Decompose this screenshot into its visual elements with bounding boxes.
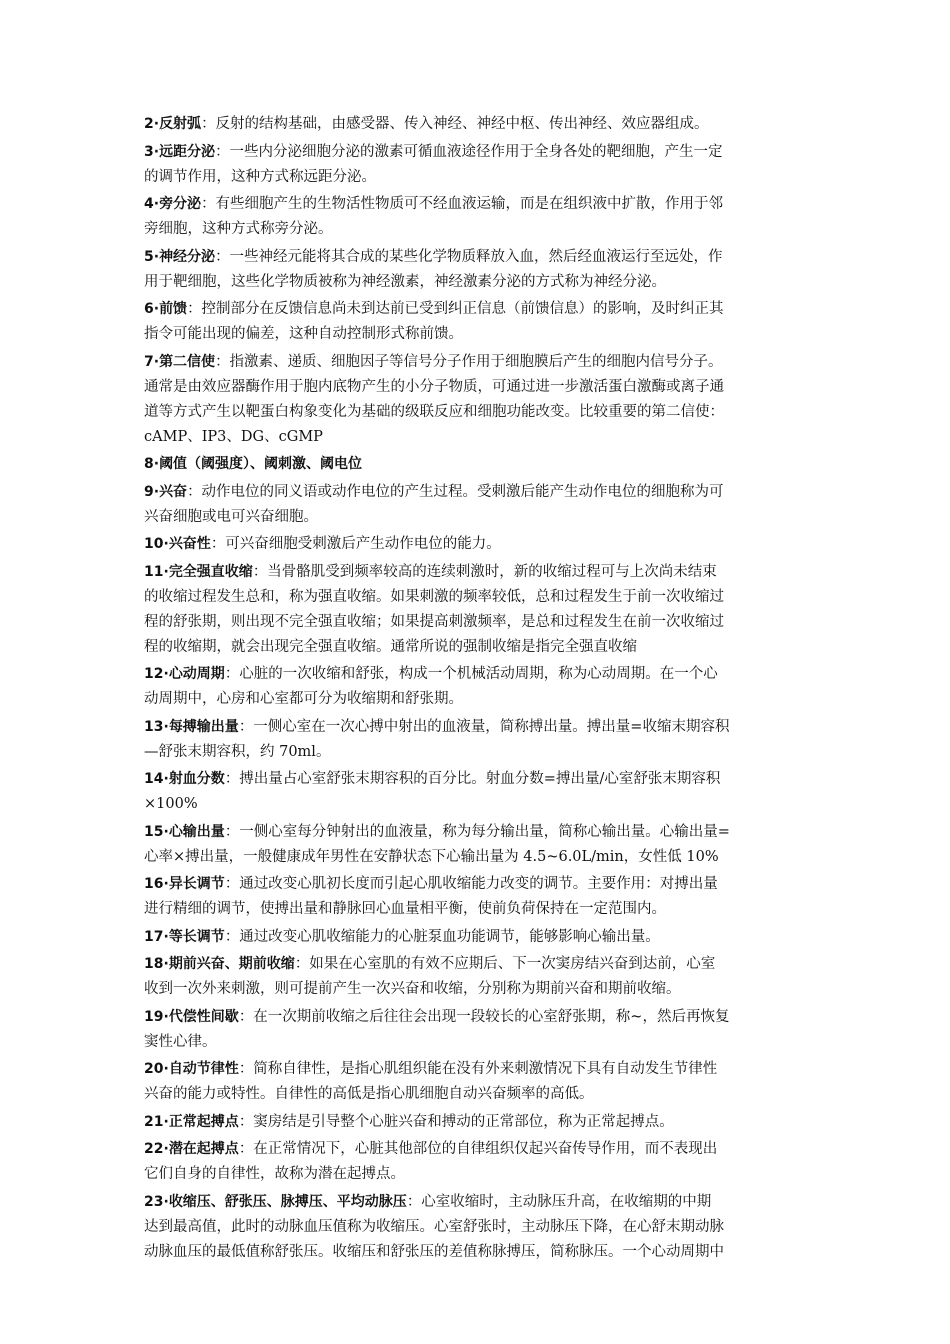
- entry-text: 收到一次外来刺激，则可提前产生一次兴奋和收缩，分别称为期前兴奋和期前收缩。: [144, 981, 681, 997]
- entry-text: 进行精细的调节，使搏出量和静脉回心血量相平衡，使前负荷保持在一定范围内。: [144, 901, 666, 917]
- entry-number: 22·: [144, 1141, 169, 1157]
- entry-term: 潜在起搏点: [168, 1141, 239, 1157]
- entry-number: 14·: [144, 771, 169, 787]
- entry-text: ：心脏的一次收缩和舒张，构成一个机械活动周期，称为心动周期。在一个心: [224, 666, 718, 682]
- entry-number: 9·: [144, 483, 160, 500]
- entry-term: 每搏输出量: [168, 718, 239, 735]
- entry-14: [144, 767, 810, 817]
- entry-text: 的收缩过程发生总和，称为强直收缩。如果刺激的频率较低，总和过程发生于前一次收缩过: [144, 588, 724, 605]
- entry-18: [144, 952, 810, 1002]
- entry-text: ：通过改变心肌收缩能力的心脏泵血功能调节，能够影响心输出量。: [224, 928, 660, 945]
- entry-number: 5·: [144, 248, 160, 265]
- entry-text: 它们自身的自律性，故称为潜在起搏点。: [144, 1166, 405, 1182]
- entry-term: 第二信使: [159, 353, 216, 370]
- entry-15: [144, 820, 810, 870]
- entry-text: 窦性心律。: [144, 1033, 217, 1050]
- entry-text: 动周期中，心房和心室都可分为收缩期和舒张期。: [144, 691, 463, 707]
- entry-text: 心率×搏出量，一般健康成年男性在安静状态下心输出量为 4.5~6.0L/min，女性低 10%: [144, 848, 719, 865]
- entry-term: 完全强直收缩: [168, 563, 253, 580]
- entry-number: 3·: [144, 143, 160, 160]
- entry-number: 17·: [144, 928, 169, 945]
- entry-16: [144, 872, 810, 922]
- entry-text: ：有些细胞产生的生物活性物质可不经血液运输，而是在组织液中扩散，作用于邻: [201, 196, 724, 212]
- entry-text: ：简称自律性，是指心肌组织能在没有外来刺激情况下具有自动发生节律性: [238, 1061, 718, 1077]
- entry-9: [144, 480, 810, 530]
- entry-text: ：一侧心室在一次心搏中射出的血液量，简称搏出量。搏出量=收缩末期容积: [238, 718, 730, 735]
- entry-number: 13·: [144, 718, 169, 735]
- entry-term: 正常起搏点: [168, 1113, 239, 1130]
- entry-text: ：一些神经元能将其合成的某些化学物质释放入血，然后经血液运行至远处，作: [215, 248, 723, 265]
- entry-text: —舒张末期容积，约 70ml。: [144, 743, 331, 760]
- entry-text: 指令可能出现的偏差，这种自动控制形式称前馈。: [144, 326, 463, 342]
- entry-text: ：在一次期前收缩之后往往会出现一段较长的心室舒张期，称~，然后再恢复: [238, 1008, 730, 1025]
- entry-23: [144, 1190, 810, 1265]
- entry-text: ：控制部分在反馈信息尚未到达前已受到纠正信息（前馈信息）的影响，及时纠正其: [187, 301, 724, 317]
- entry-number: 7·: [144, 353, 160, 370]
- entry-5: [144, 245, 810, 295]
- entry-term: 前馈: [159, 301, 188, 317]
- entry-number: 8·: [144, 456, 160, 472]
- entry-term: 等长调节: [168, 928, 225, 945]
- entry-term: 兴奋性: [168, 536, 211, 552]
- entry-number: 18·: [144, 956, 169, 972]
- entry-number: 2·: [144, 116, 160, 132]
- entry-12: [144, 662, 810, 712]
- entry-number: 4·: [144, 196, 160, 212]
- entry-19: [144, 1005, 810, 1055]
- entry-4: [144, 192, 810, 242]
- entry-text: 通常是由效应器酶作用于胞内底物产生的小分子物质，可通过进一步激活蛋白激酶或离子通: [144, 378, 724, 395]
- entry-text: 达到最高值，此时的动脉血压值称为收缩压。心室舒张时，主动脉压下降，在心舒末期动脉: [144, 1218, 724, 1235]
- entry-term: 远距分泌: [159, 143, 216, 160]
- entry-2: [144, 112, 810, 137]
- entry-text: ×100%: [144, 796, 198, 812]
- entry-text: ：窦房结是引导整个心脏兴奋和搏动的正常部位，称为正常起搏点。: [238, 1113, 674, 1130]
- entry-8: [144, 452, 810, 477]
- entry-6: [144, 297, 810, 347]
- entry-text: 旁细胞，这种方式称旁分泌。: [144, 221, 333, 237]
- entry-term: 旁分泌: [159, 196, 202, 212]
- entry-text: ：动作电位的同义语或动作电位的产生过程。受刺激后能产生动作电位的细胞称为可: [187, 483, 724, 500]
- entry-text: 兴奋细胞或电可兴奋细胞。: [144, 508, 318, 525]
- entry-text: ：搏出量占心室舒张末期容积的百分比。射血分数=搏出量/心室舒张末期容积: [224, 771, 721, 787]
- entry-number: 16·: [144, 876, 169, 892]
- entry-number: 19·: [144, 1008, 169, 1025]
- entry-number: 12·: [144, 666, 169, 682]
- entry-17: [144, 925, 810, 950]
- entry-term: 期前兴奋、期前收缩: [168, 956, 295, 972]
- entry-text: ：通过改变心肌初长度而引起心肌收缩能力改变的调节。主要作用：对搏出量: [224, 876, 718, 892]
- entry-term: 神经分泌: [159, 248, 216, 265]
- entry-text: 程的舒张期，则出现不完全强直收缩；如果提高刺激频率，是总和过程发生在前一次收缩过: [144, 613, 724, 630]
- entry-number: 10·: [144, 536, 169, 552]
- entry-term: 自动节律性: [168, 1061, 239, 1077]
- entry-text: 程的收缩期，就会出现完全强直收缩。通常所说的强制收缩是指完全强直收缩: [144, 638, 637, 655]
- entry-text: ：指激素、递质、细胞因子等信号分子作用于细胞膜后产生的细胞内信号分子。: [215, 353, 723, 370]
- entry-number: 21·: [144, 1113, 169, 1130]
- entry-20: [144, 1057, 810, 1107]
- entry-text: ：当骨骼肌受到频率较高的连续刺激时，新的收缩过程可与上次尚未结束: [252, 563, 717, 580]
- entry-text: 的调节作用，这种方式称远距分泌。: [144, 168, 376, 185]
- entry-number: 11·: [144, 563, 169, 580]
- entry-term: 兴奋: [159, 483, 188, 500]
- entry-13: [144, 715, 810, 765]
- entry-text: cAMP、IP3、DG、cGMP: [144, 428, 323, 445]
- entry-text: ：一侧心室每分钟射出的血液量，称为每分输出量，简称心输出量。心输出量=: [224, 823, 730, 840]
- entry-7: [144, 350, 810, 450]
- entry-11: [144, 560, 810, 660]
- entry-text: ：在正常情况下，心脏其他部位的自律组织仅起兴奋传导作用，而不表现出: [238, 1141, 718, 1157]
- entry-text: ：反射的结构基础，由感受器、传入神经、神经中枢、传出神经、效应器组成。: [201, 116, 709, 132]
- entry-22: [144, 1137, 810, 1187]
- entry-text: ：心室收缩时，主动脉压升高，在收缩期的中期: [406, 1193, 712, 1210]
- entry-term: 代偿性间歇: [168, 1008, 239, 1025]
- entry-term: 心动周期: [168, 666, 225, 682]
- entry-term: 收缩压、舒张压、脉搏压、平均动脉压: [168, 1193, 407, 1210]
- entry-number: 20·: [144, 1061, 169, 1077]
- entry-number: 23·: [144, 1193, 169, 1210]
- entry-term: 反射弧: [159, 116, 202, 132]
- entry-number: 6·: [144, 301, 160, 317]
- entry-21: [144, 1110, 810, 1135]
- entry-term: 射血分数: [168, 771, 225, 787]
- entry-text: 用于靶细胞，这些化学物质被称为神经激素，神经激素分泌的方式称为神经分泌。: [144, 273, 666, 290]
- entry-text: 兴奋的能力或特性。自律性的高低是指心肌细胞自动兴奋频率的高低。: [144, 1086, 594, 1102]
- document-page: [144, 112, 810, 1267]
- entry-term: 心输出量: [168, 823, 225, 840]
- entry-10: [144, 532, 810, 557]
- entry-term: 阈值（阈强度）、阈刺激、阈电位: [159, 456, 363, 472]
- entry-text: ：一些内分泌细胞分泌的激素可循血液途径作用于全身各处的靶细胞，产生一定: [215, 143, 723, 160]
- entry-text: ：如果在心室肌的有效不应期后、下一次窦房结兴奋到达前，心室: [294, 956, 716, 972]
- entry-number: 15·: [144, 823, 169, 840]
- entry-text: ：可兴奋细胞受刺激后产生动作电位的能力。: [210, 536, 501, 552]
- entry-3: [144, 140, 810, 190]
- entry-term: 异长调节: [168, 876, 225, 892]
- entry-text: 道等方式产生以靶蛋白构象变化为基础的级联反应和细胞功能改变。比较重要的第二信使：: [144, 403, 724, 420]
- entry-text: 动脉血压的最低值称舒张压。收缩压和舒张压的差值称脉搏压，简称脉压。一个心动周期中: [144, 1243, 724, 1260]
